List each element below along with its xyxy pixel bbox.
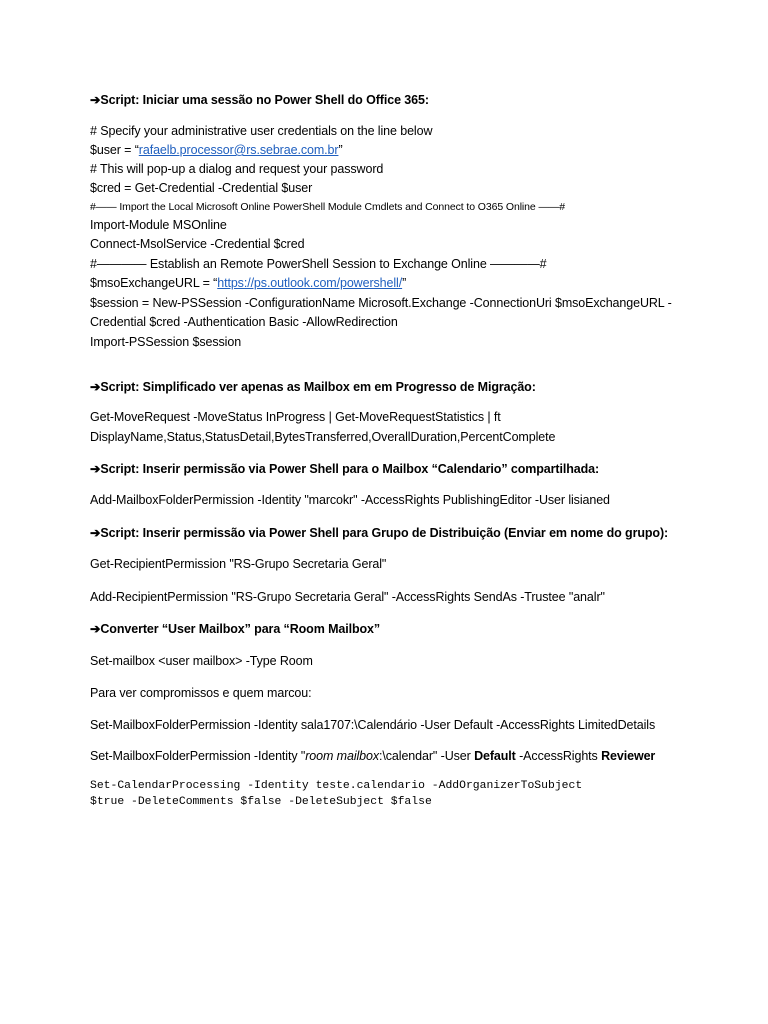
section1-heading-text: Script: Iniciar uma sessão no Power Shell do Office 365: bbox=[100, 93, 429, 107]
session-line-1: $session = New-PSSession -ConfigurationName Microsoft.Exchange -ConnectionUri $msoExchangeURL - bbox=[90, 296, 672, 310]
section5-heading-text: Converter “User Mailbox” para “Room Mailbox” bbox=[100, 622, 381, 636]
section2-heading bbox=[90, 378, 536, 396]
connect-line: Connect-MsolService -Credential $cred bbox=[90, 237, 305, 251]
url-suffix: ” bbox=[402, 276, 407, 290]
user-prefix: $user = “ bbox=[90, 143, 139, 157]
session-line-2: Credential $cred -Authentication Basic -AllowRedirection bbox=[90, 315, 398, 329]
url-prefix: $msoExchangeURL = “ bbox=[90, 276, 218, 290]
calendar-processing-code-2: $true -DeleteComments $false -DeleteSubject $false bbox=[90, 796, 432, 808]
reviewer-reviewer: Reviewer bbox=[601, 749, 656, 763]
arrow-icon: ➔ bbox=[90, 462, 101, 476]
exchange-url-link[interactable]: https://ps.outlook.com/powershell/ bbox=[217, 276, 403, 290]
set-mailbox-line: Set-mailbox <user mailbox> -Type Room bbox=[90, 654, 313, 668]
user-email-link[interactable]: rafaelb.processor@rs.sebrae.com.br bbox=[138, 143, 339, 157]
set-folder-permission-limited-line: Set-MailboxFolderPermission -Identity sala1707:\Calendário -User Default -AccessRights LimitedDetails bbox=[90, 718, 656, 732]
section3-heading bbox=[90, 460, 599, 478]
section1-heading bbox=[90, 91, 429, 109]
section4-heading bbox=[90, 524, 668, 542]
reviewer-default: Default bbox=[474, 749, 516, 763]
exchange-url-line bbox=[90, 274, 406, 292]
arrow-icon: ➔ bbox=[90, 526, 101, 540]
user-suffix: ” bbox=[338, 143, 343, 157]
user-line bbox=[90, 141, 343, 159]
move-request-line-1: Get-MoveRequest -MoveStatus InProgress | Get-MoveRequestStatistics | ft bbox=[90, 410, 501, 424]
move-request-line-2: DisplayName,Status,StatusDetail,BytesTransferred,OverallDuration,PercentComplete bbox=[90, 430, 556, 444]
section3-heading-text: Script: Inserir permissão via Power Shell para o Mailbox “Calendario” compartilhada: bbox=[100, 462, 600, 476]
arrow-icon: ➔ bbox=[90, 380, 101, 394]
import-session-line: Import-PSSession $session bbox=[90, 335, 242, 349]
comment-import-module: #—— Import the Local Microsoft Online PowerShell Module Cmdlets and Connect to O365 Online ——# bbox=[90, 201, 565, 213]
cred-line: $cred = Get-Credential -Credential $user bbox=[90, 181, 313, 195]
comment-popup: # This will pop-up a dialog and request your password bbox=[90, 162, 384, 176]
comment-credentials: # Specify your administrative user credentials on the line below bbox=[90, 124, 433, 138]
reviewer-part5: -AccessRights bbox=[515, 749, 602, 763]
section4-heading-text: Script: Inserir permissão via Power Shell para Grupo de Distribuição (Enviar em nome do grupo): bbox=[100, 526, 669, 540]
section5-heading bbox=[90, 620, 380, 638]
reviewer-part1: Set-MailboxFolderPermission -Identity " bbox=[90, 749, 306, 763]
calendar-processing-code-1: Set-CalendarProcessing -Identity teste.calendario -AddOrganizerToSubject bbox=[90, 780, 583, 792]
get-recipient-permission-line: Get-RecipientPermission "RS-Grupo Secretaria Geral" bbox=[90, 557, 387, 571]
arrow-icon: ➔ bbox=[90, 93, 101, 107]
add-recipient-permission-line: Add-RecipientPermission "RS-Grupo Secretaria Geral" -AccessRights SendAs -Trustee "analr" bbox=[90, 590, 605, 604]
set-folder-permission-reviewer-line bbox=[90, 747, 655, 765]
comment-establish-session: #———— Establish an Remote PowerShell Session to Exchange Online ————# bbox=[90, 257, 547, 271]
reviewer-part3: :\calendar" -User bbox=[379, 749, 475, 763]
reviewer-room-mailbox: room mailbox bbox=[305, 749, 380, 763]
import-module-line: Import-Module MSOnline bbox=[90, 218, 227, 232]
mailbox-folder-permission-line: Add-MailboxFolderPermission -Identity "marcokr" -AccessRights PublishingEditor -User lisianed bbox=[90, 493, 610, 507]
calendar-note-line: Para ver compromissos e quem marcou: bbox=[90, 686, 312, 700]
section2-heading-text: Script: Simplificado ver apenas as Mailbox em em Progresso de Migração: bbox=[100, 380, 536, 394]
arrow-icon: ➔ bbox=[90, 622, 101, 636]
